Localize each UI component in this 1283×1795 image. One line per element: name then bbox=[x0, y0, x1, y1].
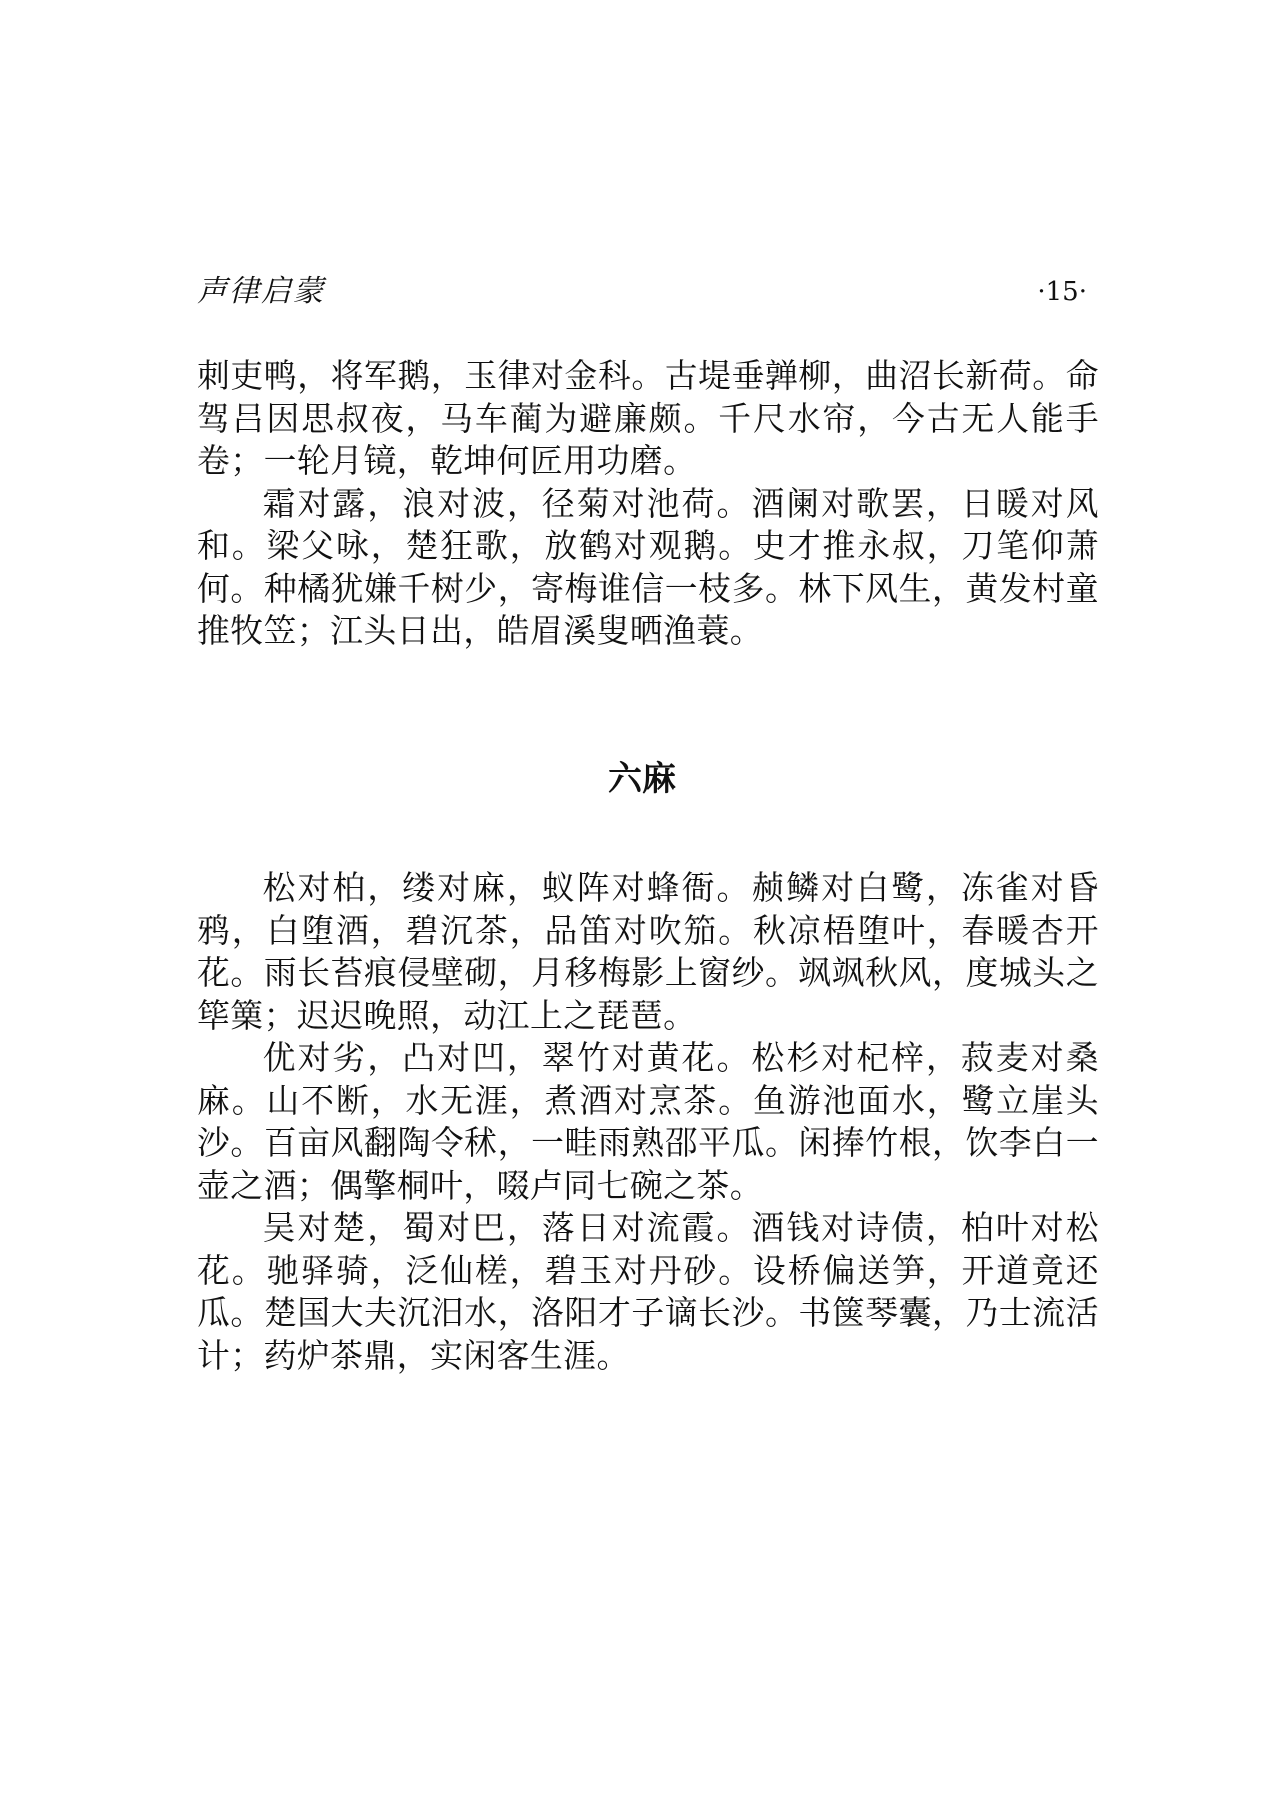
paragraph: 吴对楚，蜀对巴，落日对流霞。酒钱对诗债，柏叶对松花。驰驿骑，泛仙槎，碧玉对丹砂。设桥偏送笋，开道竟还瓜。楚国大夫沉汨水，洛阳才子谪长沙。书箧琴囊，乃士流活计；药炉茶鼎，实闲客生涯。 bbox=[197, 1209, 1099, 1375]
section-heading: 六麻 bbox=[608, 759, 676, 799]
running-header bbox=[197, 268, 1087, 316]
paragraph: 刺吏鸭，将军鹅，玉律对金科。古堤垂亸柳，曲沼长新荷。命驾吕因思叔夜，马车蔺为避廉颇。千尺水帘，今古无人能手卷；一轮月镜，乾坤何匠用功磨。 bbox=[197, 357, 1099, 480]
book-title: 声律启蒙 bbox=[197, 274, 325, 309]
page-number: ·15· bbox=[1037, 277, 1087, 307]
paragraph: 霜对露，浪对波，径菊对池荷。酒阑对歌罢，日暖对风和。梁父咏，楚狂歌，放鹤对观鹅。史才推永叔，刀笔仰萧何。种橘犹嫌千树少，寄梅谁信一枝多。林下风生，黄发村童推牧笠；江头日出，皓眉溪叟晒渔蓑。 bbox=[197, 484, 1099, 650]
paragraph: 松对柏，缕对麻，蚁阵对蜂衙。赪鳞对白鹭，冻雀对昏鸦，白堕酒，碧沉茶，品笛对吹笳。秋凉梧堕叶，春暖杏开花。雨长苔痕侵壁砌，月移梅影上窗纱。飒飒秋风，度城头之筚篥；迟迟晚照，动江上之琵琶。 bbox=[197, 869, 1099, 1035]
section-1-text bbox=[197, 355, 1099, 653]
section-2-text bbox=[197, 867, 1099, 1377]
paragraph: 优对劣，凸对凹，翠竹对黄花。松杉对杞梓，菽麦对桑麻。山不断，水无涯，煮酒对烹茶。鱼游池面水，鹭立崖头沙。百亩风翻陶令秫，一畦雨熟邵平瓜。闲捧竹根，饮李白一壶之酒；偶擎桐叶，啜卢同七碗之茶。 bbox=[197, 1039, 1099, 1205]
